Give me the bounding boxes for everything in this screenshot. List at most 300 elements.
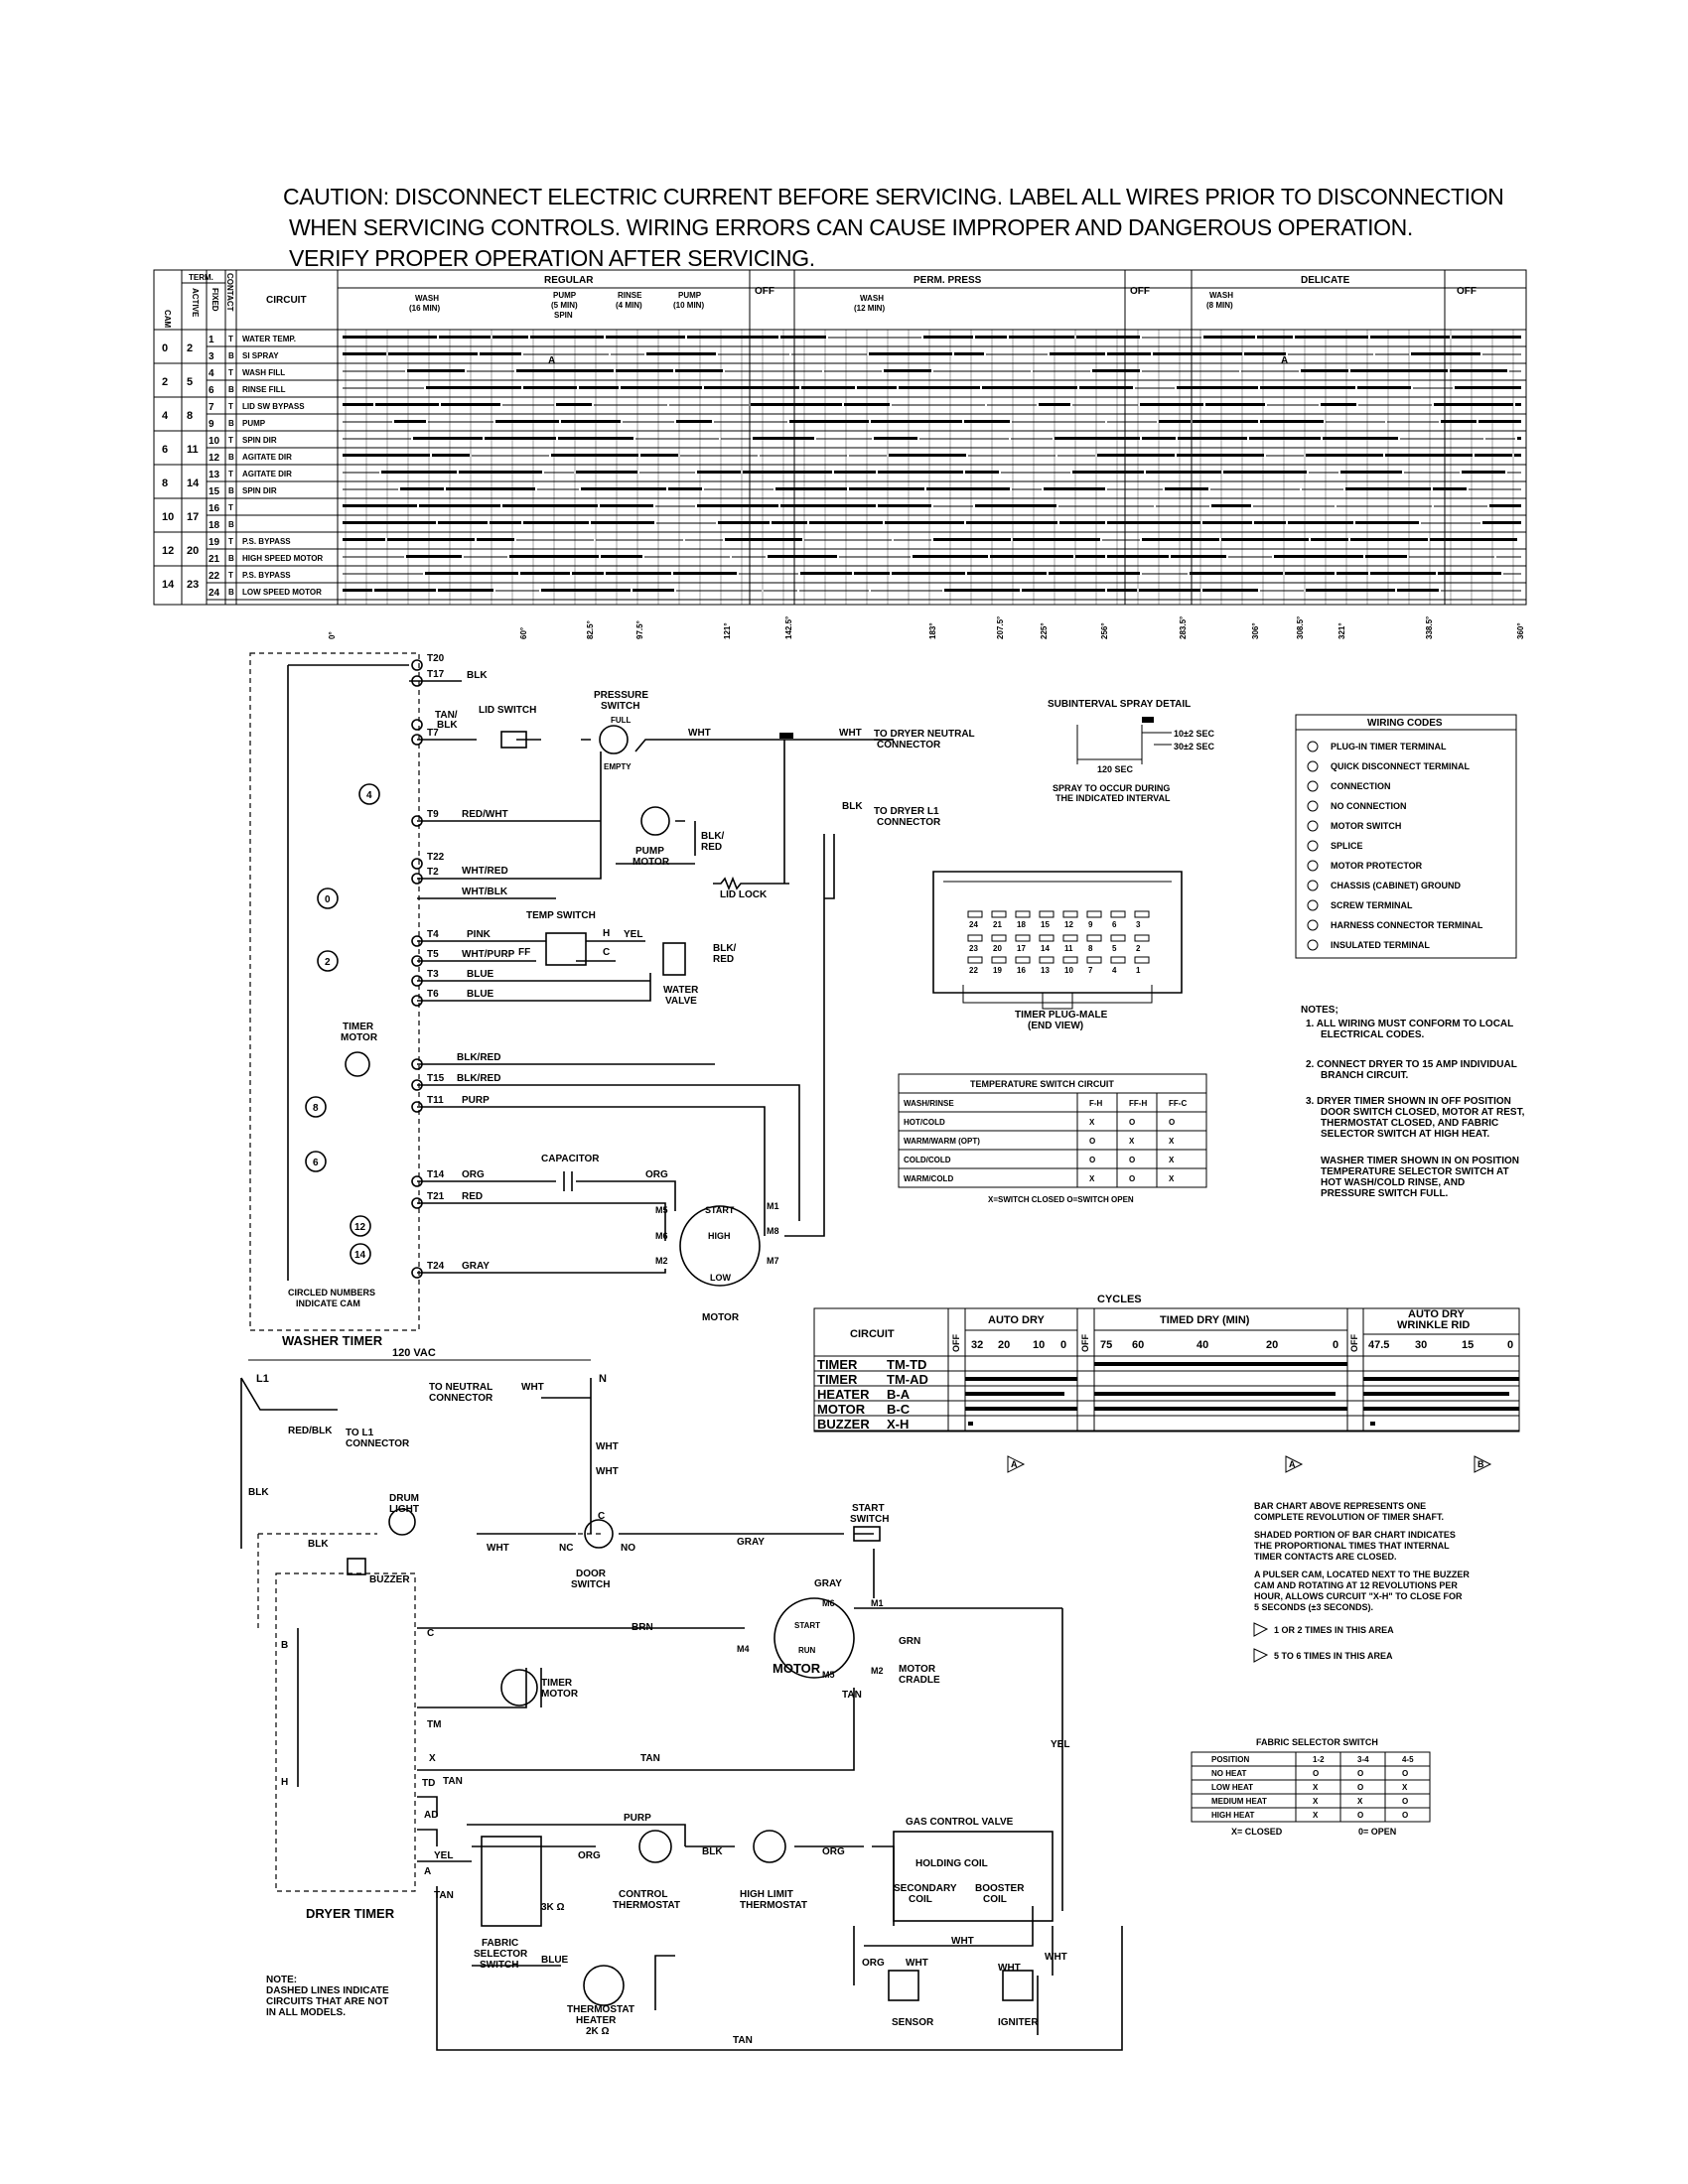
plug-pin [1063, 911, 1077, 917]
plug-pin [1135, 957, 1149, 963]
note-line: SELECTOR SWITCH AT HIGH HEAT. [1321, 1129, 1490, 1140]
fixed-term: 24 [209, 588, 220, 599]
cam-bar [343, 403, 373, 406]
temp-cell: X [1129, 1137, 1135, 1146]
dryer-circuit-contacts: B-C [887, 1402, 911, 1417]
dryer-circuit-contacts: TM-TD [887, 1357, 927, 1372]
wht-label-2: WHT [839, 728, 862, 739]
cam-bar [1301, 369, 1348, 372]
contact-side: B [228, 385, 234, 394]
spray-title: SUBINTERVAL SPRAY DETAIL [1048, 699, 1192, 710]
tan-d2: TAN [640, 1753, 660, 1764]
cam-label: 6 [313, 1158, 319, 1168]
empty-label: EMPTY [604, 762, 632, 771]
yel-label: YEL [624, 929, 643, 940]
brn-label: BRN [632, 1622, 653, 1633]
contact-side: T [228, 368, 233, 377]
fabric-cell: 4-5 [1402, 1755, 1414, 1764]
marker-a-2: A [1281, 355, 1289, 366]
code-symbol-icon [1308, 742, 1318, 751]
blkred-d: RED [713, 954, 735, 965]
cam-bar [343, 589, 372, 592]
cam-number: 2 [162, 376, 169, 388]
cam-bar [697, 504, 778, 507]
pulse-area-mark: A [1289, 1459, 1296, 1469]
ad-label: AD [424, 1810, 439, 1821]
temp-cell: O [1089, 1137, 1096, 1146]
cam-bar [933, 538, 1011, 541]
note-line: BRANCH CIRCUIT. [1321, 1070, 1409, 1081]
booster-1: BOOSTER [975, 1883, 1025, 1894]
cam-bar [1171, 555, 1226, 558]
spray-note-2: THE INDICATED INTERVAL [1055, 793, 1171, 803]
purp-d: PURP [624, 1813, 651, 1824]
temp-cell: HOT/COLD [904, 1118, 945, 1127]
cam-bar [581, 487, 666, 490]
temp-cell: O [1129, 1118, 1136, 1127]
pin-number: 3 [1136, 920, 1141, 929]
auto-dry-tick: 10 [1033, 1339, 1046, 1351]
pin-number: 22 [969, 966, 978, 975]
bar-note-line: 1 OR 2 TIMES IN THIS AREA [1274, 1625, 1394, 1635]
water-valve-icon [663, 943, 685, 975]
off-col: OFF [1349, 1334, 1359, 1352]
blkred-a: BLK/ [701, 831, 725, 842]
cam-bar [1323, 437, 1398, 440]
yel-d2: YEL [1051, 1739, 1070, 1750]
to-neutral-2: CONNECTOR [877, 740, 941, 751]
degree-tick: 225° [1040, 622, 1049, 639]
code-item: QUICK DISCONNECT TERMINAL [1331, 761, 1470, 771]
pin-number: 18 [1017, 920, 1026, 929]
wrinkle-tick: 0 [1507, 1339, 1514, 1351]
temp-cell: X [1169, 1137, 1175, 1146]
sub-wash8-min: (8 MIN) [1206, 301, 1233, 310]
fabric-cell: 3-4 [1357, 1755, 1369, 1764]
cam-bar [1205, 403, 1265, 406]
degree-tick: 82.5° [586, 620, 595, 639]
cam-bar [718, 521, 770, 524]
sensor-icon [889, 1971, 918, 2000]
cam-bar [561, 420, 621, 423]
door-switch-2: SWITCH [571, 1579, 611, 1590]
fabric-cell: POSITION [1211, 1755, 1250, 1764]
cam-bar [1142, 538, 1219, 541]
active-term: 23 [187, 579, 200, 591]
cam-bar [1306, 454, 1383, 457]
cam-bar [606, 336, 685, 339]
wht-d7: WHT [906, 1958, 928, 1969]
temp-cell: O [1129, 1174, 1136, 1183]
sub-spin: SPIN [554, 311, 573, 320]
sub-wash16-min: (16 MIN) [409, 304, 441, 313]
plug-in-terminal [412, 720, 422, 730]
cam-bar [1452, 336, 1521, 339]
cam-bar [1140, 403, 1203, 406]
plug-pin [1040, 935, 1054, 941]
cam-bar [1288, 521, 1353, 524]
temp-cell: WASH/RINSE [904, 1099, 954, 1108]
fixed-term: 13 [209, 470, 220, 480]
cam-bar [964, 420, 1010, 423]
plug-pin [1016, 957, 1030, 963]
sensor-label: SENSOR [892, 2017, 934, 2028]
igniter-icon [1003, 1971, 1033, 2000]
m5-label: M5 [655, 1205, 668, 1215]
cam-bar [1462, 471, 1505, 474]
pulse-area-mark: B [1477, 1459, 1484, 1469]
note-line: WASHER TIMER SHOWN IN ON POSITION [1321, 1156, 1520, 1166]
header-fixed: FIXED [211, 288, 219, 312]
blk-label-2: BLK [842, 801, 863, 812]
area-a-icon [1254, 1623, 1267, 1636]
cam-bar [1107, 589, 1137, 592]
fabric-1: FABRIC [482, 1938, 519, 1949]
vac-label: 120 VAC [392, 1347, 436, 1359]
cam-bar [892, 572, 965, 575]
terminal-label: T15 [427, 1073, 445, 1084]
header-circuit: CIRCUIT [266, 295, 307, 306]
cam-bar [1517, 437, 1521, 440]
low-winding: LOW [710, 1273, 731, 1283]
dryer-contact-bar [1094, 1362, 1347, 1366]
cam-bar [800, 572, 852, 575]
degree-tick: 360° [1516, 622, 1525, 639]
high-limit-2: THERMOSTAT [740, 1900, 807, 1911]
cam-bar [871, 420, 962, 423]
sub-wash8: WASH [1209, 291, 1233, 300]
temp-cell: O [1169, 1118, 1176, 1127]
cam-bar [601, 555, 642, 558]
cam-bar [1350, 538, 1428, 541]
cam-bar [673, 572, 737, 575]
timer-motor-2: MOTOR [341, 1032, 378, 1043]
cam-bar [1221, 538, 1309, 541]
cam-bar [633, 589, 674, 592]
terminal-label: T21 [427, 1191, 445, 1202]
temp-cell: X [1089, 1174, 1095, 1183]
cam-bar [381, 471, 457, 474]
wht-d4: WHT [487, 1543, 509, 1554]
cam-bar [967, 572, 1047, 575]
x-label: X [429, 1753, 436, 1764]
plug-title-1: TIMER PLUG-MALE [1015, 1010, 1108, 1021]
timed-dry-header: TIMED DRY (MIN) [1160, 1314, 1250, 1326]
cam-bar [668, 487, 702, 490]
cam-bar [885, 521, 964, 524]
cam-bar [780, 336, 826, 339]
cam-bar [1050, 352, 1105, 355]
cam-bar [1107, 521, 1200, 524]
cam-bar [1107, 555, 1169, 558]
dryer-note-3: CIRCUITS THAT ARE NOT [266, 1996, 389, 2007]
auto-dry-tick: 0 [1060, 1339, 1067, 1351]
cam-label: 2 [325, 957, 331, 968]
circuit-name: P.S. BYPASS [242, 571, 291, 580]
lid-lock-icon [713, 879, 755, 888]
cam-number: 10 [162, 511, 175, 523]
cam-label: 0 [325, 894, 331, 905]
plug-pin [968, 935, 982, 941]
cam-label: 12 [354, 1222, 366, 1233]
c-label-d: C [598, 1511, 606, 1522]
degree-tick: 183° [928, 622, 937, 639]
cam-bar [520, 572, 570, 575]
fixed-term: 1 [209, 335, 214, 345]
cam-bar [1153, 352, 1242, 355]
degree-tick: 308.5° [1296, 615, 1305, 639]
code-symbol-icon [1308, 821, 1318, 831]
circuit-name: WATER TEMP. [242, 335, 296, 343]
circuit-name: SI SPRAY [242, 351, 279, 360]
sub-rinse4-min: (4 MIN) [616, 301, 642, 310]
cam-bar [1355, 521, 1419, 524]
wiring-codes-legend [1296, 715, 1516, 958]
pin-number: 19 [993, 966, 1002, 975]
cam-bar [1455, 386, 1521, 389]
cam-bar [704, 386, 799, 389]
temp-switch: TEMP SWITCH [526, 910, 596, 921]
dryer-contact-bar [1363, 1407, 1519, 1411]
contact-side: T [228, 335, 233, 343]
contact-side: B [228, 520, 234, 529]
circuit-name: WASH FILL [242, 368, 286, 377]
control-1: CONTROL [619, 1889, 668, 1900]
circled-note-2: INDICATE CAM [296, 1298, 360, 1308]
cam-bar [884, 369, 931, 372]
cam-bar [591, 521, 654, 524]
fabric-cell: X [1357, 1797, 1363, 1806]
contact-side: B [228, 419, 234, 428]
bar-note-line: THE PROPORTIONAL TIMES THAT INTERNAL [1254, 1541, 1450, 1551]
code-symbol-icon [1308, 781, 1318, 791]
cam-bar [438, 521, 488, 524]
cam-bar [834, 471, 876, 474]
contact-side: B [228, 588, 234, 597]
cam-bar [1039, 403, 1070, 406]
high-winding: HIGH [708, 1231, 731, 1241]
plug-pin [1111, 935, 1125, 941]
pin-number: 21 [993, 920, 1002, 929]
cam-bar [966, 521, 1057, 524]
b-label-d: B [281, 1640, 289, 1651]
timer-motor-d1: TIMER [541, 1678, 573, 1689]
l1-label: L1 [256, 1373, 269, 1385]
pin-number: 8 [1088, 944, 1093, 953]
cam-bar [1075, 555, 1105, 558]
washer-timer-title: WASHER TIMER [282, 1333, 383, 1348]
cam-bar [387, 538, 475, 541]
cam-bar [388, 352, 478, 355]
notes-title: NOTES; [1301, 1005, 1338, 1016]
cam-bar [576, 471, 637, 474]
nc-label: NC [559, 1543, 574, 1554]
gray-label: GRAY [462, 1261, 490, 1272]
wht-d8: WHT [998, 1963, 1021, 1974]
circuit-name: PUMP [242, 419, 266, 428]
cam-bar [572, 572, 604, 575]
cam-bar [982, 386, 1077, 389]
bar-note-line: BAR CHART ABOVE REPRESENTS ONE [1254, 1501, 1427, 1511]
plug-pin [1016, 935, 1030, 941]
plug-title-2: (END VIEW) [1028, 1021, 1084, 1031]
code-symbol-icon [1308, 881, 1318, 890]
cam-bar [975, 336, 1007, 339]
to-l1-d1: TO L1 [346, 1428, 374, 1438]
door-switch-1: DOOR [576, 1569, 606, 1579]
cam-bar [413, 437, 483, 440]
high-limit-thermostat-icon [754, 1831, 785, 1862]
cam-bar [1482, 521, 1521, 524]
code-item: CHASSIS (CABINET) GROUND [1331, 881, 1462, 890]
plug-pin [1087, 957, 1101, 963]
water-valve-2: VALVE [665, 996, 697, 1007]
spray-detail [1048, 699, 1214, 803]
cam-bar [1514, 454, 1521, 457]
wrinkle-header: WRINKLE RID [1397, 1319, 1471, 1331]
degree-tick: 142.5° [784, 615, 793, 639]
cam-bar [954, 352, 984, 355]
m1-d: M1 [871, 1598, 884, 1608]
to-neutral-1: TO DRYER NEUTRAL [874, 729, 975, 740]
fabric-title: FABRIC SELECTOR SWITCH [1256, 1737, 1378, 1747]
code-item: PLUG-IN TIMER TERMINAL [1331, 742, 1447, 751]
temp-cell: WARM/COLD [904, 1174, 954, 1183]
cam-bar [743, 471, 832, 474]
cam-number: 4 [162, 410, 169, 422]
igniter-label: IGNITER [998, 2017, 1039, 2028]
cam-bar [1177, 386, 1258, 389]
cam-bar [1159, 420, 1191, 423]
pin-number: 11 [1064, 944, 1073, 953]
redwht-label: RED/WHT [462, 809, 508, 820]
cam-bar [1049, 572, 1140, 575]
contact-side: B [228, 486, 234, 495]
cam-bar [1257, 336, 1293, 339]
fabric-cell: O [1402, 1769, 1409, 1778]
dryer-circuit-name: BUZZER [817, 1417, 870, 1432]
h-label-d: H [281, 1777, 289, 1788]
temp-cell: O [1129, 1156, 1136, 1164]
temp-cell: O [1089, 1156, 1096, 1164]
dryer-schematic [241, 1347, 1122, 2050]
cam-bar [926, 487, 1010, 490]
dryer-circuit-header: CIRCUIT [850, 1328, 895, 1340]
circuit-name: HIGH SPEED MOTOR [242, 554, 324, 563]
cam-bar [1365, 555, 1407, 558]
note-line: 3. DRYER TIMER SHOWN IN OFF POSITION [1306, 1096, 1511, 1107]
fabric-cell: O [1357, 1769, 1364, 1778]
pin-number: 1 [1136, 966, 1141, 975]
whtred-label: WHT/RED [462, 866, 508, 877]
blkred-wire-2: BLK/RED [457, 1073, 501, 1084]
note-line: DOOR SWITCH CLOSED, MOTOR AT REST, [1321, 1107, 1525, 1118]
fabric-3: SWITCH [480, 1960, 519, 1971]
code-item: MOTOR SWITCH [1331, 821, 1402, 831]
sub-wash12-min: (12 MIN) [854, 304, 886, 313]
cam-bar [438, 589, 493, 592]
note-line: 2. CONNECT DRYER TO 15 AMP INDIVIDUAL [1306, 1059, 1517, 1070]
cam-bar [1397, 589, 1439, 592]
cam-bar [889, 454, 966, 457]
dryer-circuit-name: TIMER [817, 1372, 858, 1387]
cam-bar [523, 521, 589, 524]
bar-note-line: SHADED PORTION OF BAR CHART INDICATES [1254, 1530, 1456, 1540]
plug-pin [992, 957, 1006, 963]
code-symbol-icon [1308, 841, 1318, 851]
temp-cell: WARM/WARM (OPT) [904, 1137, 980, 1146]
bar-chart-notes [1254, 1501, 1470, 1662]
cam-bar [849, 487, 924, 490]
cam-bar [1223, 471, 1307, 474]
fabric-legend-o: 0= OPEN [1358, 1827, 1397, 1837]
cam-bar [878, 471, 963, 474]
fabric-cell: X [1402, 1783, 1408, 1792]
thermostat-heater-icon [584, 1966, 624, 2005]
code-item: SPLICE [1331, 841, 1363, 851]
fabric-cell: X [1313, 1783, 1319, 1792]
cam-bar [1076, 336, 1140, 339]
bar-note-line: 5 SECONDS (±3 SECONDS). [1254, 1602, 1373, 1612]
dryer-contact-bar [965, 1377, 1077, 1381]
cam-bar [1203, 336, 1255, 339]
org-d2: ORG [822, 1846, 845, 1857]
cam-bar [844, 403, 890, 406]
temp-cell: FF-C [1169, 1099, 1188, 1108]
degree-tick: 306° [1251, 622, 1260, 639]
degree-tick: 338.5° [1425, 615, 1434, 639]
cam-bar [551, 454, 638, 457]
tan-d5: TAN [733, 2035, 753, 2046]
blue-label-2: BLUE [467, 989, 494, 1000]
blkred-b: RED [701, 842, 723, 853]
timed-dry-tick: 75 [1100, 1339, 1113, 1351]
org-d3: ORG [862, 1958, 885, 1969]
gas-valve-icon [894, 1832, 1053, 1921]
m7-label: M7 [767, 1256, 779, 1266]
m1-label: M1 [767, 1201, 779, 1211]
cam-bar [343, 454, 430, 457]
terminal-label: T14 [427, 1169, 445, 1180]
whtpurp-label: WHT/PURP [462, 949, 515, 960]
fabric-legend-x: X= CLOSED [1231, 1827, 1283, 1837]
cam-bar [768, 555, 837, 558]
purp-label: PURP [462, 1095, 490, 1106]
cam-bar [600, 504, 653, 507]
temp-cell: COLD/COLD [904, 1156, 951, 1164]
thermo-heater-1: THERMOSTAT [567, 2004, 634, 2015]
cradle-2: CRADLE [899, 1675, 940, 1686]
motor-label-d: MOTOR [773, 1661, 821, 1676]
td-label: TD [422, 1778, 436, 1789]
cam-bar [1336, 572, 1368, 575]
pressure-switch-1: PRESSURE [594, 690, 649, 701]
contact-side: T [228, 436, 233, 445]
spray-note-1: SPRAY TO OCCUR DURING [1053, 783, 1171, 793]
pin-number: 4 [1112, 966, 1117, 975]
capacitor-label: CAPACITOR [541, 1154, 600, 1164]
dryer-contact-bar [1370, 1422, 1375, 1426]
cam-bar [1165, 487, 1208, 490]
org-label-1: ORG [462, 1169, 485, 1180]
cam-bar [1311, 538, 1348, 541]
drum-light-2: LIGHT [389, 1504, 419, 1515]
blk-d2: BLK [308, 1539, 329, 1550]
area-b-icon [1254, 1649, 1267, 1662]
cam-bar [1022, 589, 1105, 592]
fabric-cell: 1-2 [1313, 1755, 1325, 1764]
m5-d: M5 [822, 1670, 835, 1680]
